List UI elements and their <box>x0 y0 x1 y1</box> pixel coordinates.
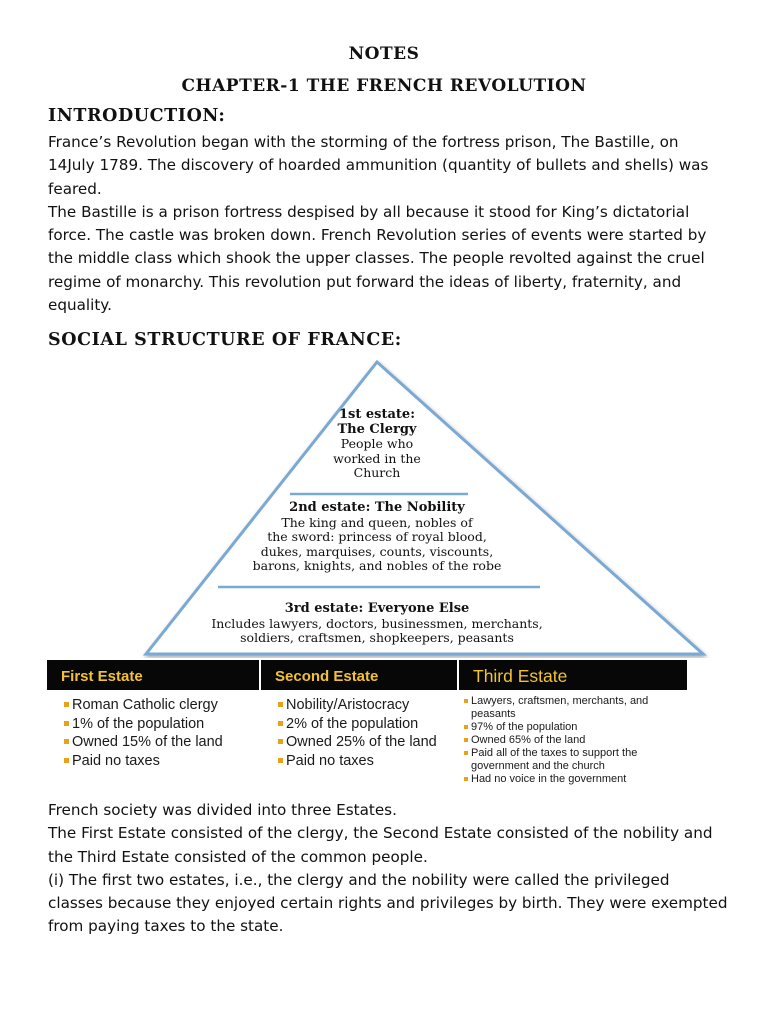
body-paragraph-2: The First Estate consisted of the clergy, the Second Estate consisted of the nobility and the Third Estate consisted of the common people. <box>48 824 713 866</box>
item-text: 97% of the population <box>471 721 578 733</box>
estates-comparison-table <box>47 660 687 788</box>
item-text: Owned 25% of the land <box>286 734 437 750</box>
bullet-icon <box>464 777 468 781</box>
list-item <box>281 715 457 734</box>
first-estate-header: First Estate <box>47 660 259 690</box>
bullet-icon <box>64 758 69 763</box>
item-text: Lawyers, craftsmen, merchants, and peasants <box>471 695 649 720</box>
bullet-icon <box>278 739 283 744</box>
tier-second-estate <box>200 501 554 574</box>
tier1-title-2: The Clergy <box>337 421 417 437</box>
bullet-icon <box>64 739 69 744</box>
item-text: Owned 65% of the land <box>471 734 586 746</box>
tier2-line-3: dukes, marquises, counts, viscounts, <box>260 543 494 559</box>
tier1-line-2: worked in the <box>333 450 421 466</box>
second-estate-header: Second Estate <box>261 660 457 690</box>
tier3-line-1: Includes lawyers, doctors, businessmen, merchants, <box>211 615 543 631</box>
item-text: Nobility/Aristocracy <box>286 697 410 713</box>
item-text: Paid no taxes <box>286 752 374 769</box>
list-item <box>281 733 457 752</box>
introduction-text <box>48 131 728 317</box>
intro-paragraph-1: France’s Revolution began with the storming of the fortress prison, The Bastille, on 14July 1789. The discovery of hoarded ammunition (quantity of bullets and shells) was feared. <box>48 133 709 198</box>
list-item <box>67 696 259 715</box>
tier1-line-3: Church <box>353 465 401 480</box>
bullet-icon <box>278 702 283 707</box>
social-structure-heading: SOCIAL STRUCTURE OF FRANCE: <box>48 330 402 350</box>
intro-paragraph-2: The Bastille is a prison fortress despised by all because it stood for King’s dictatorial force. The castle was broken down. French Revolution series of events were started by the middle class which shook the upper classes. The people revolted against the cruel regime of monarchy. This revolution put forward the ideas of liberty, fraternity, and equality. <box>48 202 707 315</box>
list-item <box>67 733 259 752</box>
item-text: 1% of the population <box>72 715 205 732</box>
tier1-title: 1st estate: <box>339 407 415 422</box>
bullet-icon <box>64 721 69 726</box>
tier1-line-1: People who <box>340 436 414 451</box>
item-text: Owned 15% of the land <box>72 734 223 750</box>
body-text <box>48 799 728 939</box>
tier2-line-2: the sword: princess of royal blood, <box>267 529 487 544</box>
list-item <box>467 747 687 773</box>
first-estate-column <box>47 660 259 788</box>
bullet-icon <box>464 738 468 742</box>
list-item <box>281 752 457 771</box>
body-paragraph-1: French society was divided into three Estates. <box>48 801 397 819</box>
introduction-heading: INTRODUCTION: <box>48 106 226 126</box>
third-estate-list <box>459 690 687 786</box>
tier2-title: 2nd estate: The Nobility <box>289 500 465 515</box>
chapter-title: CHAPTER-1 THE FRENCH REVOLUTION <box>181 76 587 96</box>
list-item <box>467 734 687 747</box>
list-item <box>467 721 687 734</box>
bullet-icon <box>64 702 69 707</box>
item-text: Paid all of the taxes to support the government and the church <box>471 747 638 772</box>
list-item <box>467 773 687 786</box>
bullet-icon <box>464 725 468 729</box>
tier2-line-1: The king and queen, nobles of <box>281 514 473 530</box>
item-text: Paid no taxes <box>72 752 160 769</box>
bullet-icon <box>278 721 283 726</box>
bullet-icon <box>464 751 468 755</box>
notes-title: NOTES <box>348 44 420 64</box>
item-text: Roman Catholic clergy <box>72 697 218 713</box>
item-text: Had no voice in the government <box>471 773 627 785</box>
second-estate-list <box>261 690 457 770</box>
body-paragraph-3: (i) The first two estates, i.e., the clergy and the nobility were called the privileged classes because they enjoyed certain rights and privileges by birth. They were exempted from paying taxes to the state. <box>48 870 728 936</box>
bullet-icon <box>464 699 468 703</box>
first-estate-list <box>47 690 259 770</box>
second-estate-column <box>261 660 457 788</box>
tier3-line-2: soldiers, craftsmen, shopkeepers, peasants <box>240 630 514 645</box>
list-item <box>467 695 687 721</box>
list-item <box>67 752 259 771</box>
bullet-icon <box>278 758 283 763</box>
list-item <box>281 696 457 715</box>
tier-first-estate <box>297 408 457 481</box>
social-pyramid-diagram <box>140 358 710 658</box>
item-text: 2% of the population <box>286 715 419 732</box>
tier-third-estate <box>140 602 614 646</box>
tier3-title: 3rd estate: Everyone Else <box>284 601 470 616</box>
third-estate-column <box>459 660 687 788</box>
tier2-line-4: barons, knights, and nobles of the robe <box>252 558 502 573</box>
third-estate-header: Third Estate <box>459 660 687 690</box>
list-item <box>67 715 259 734</box>
